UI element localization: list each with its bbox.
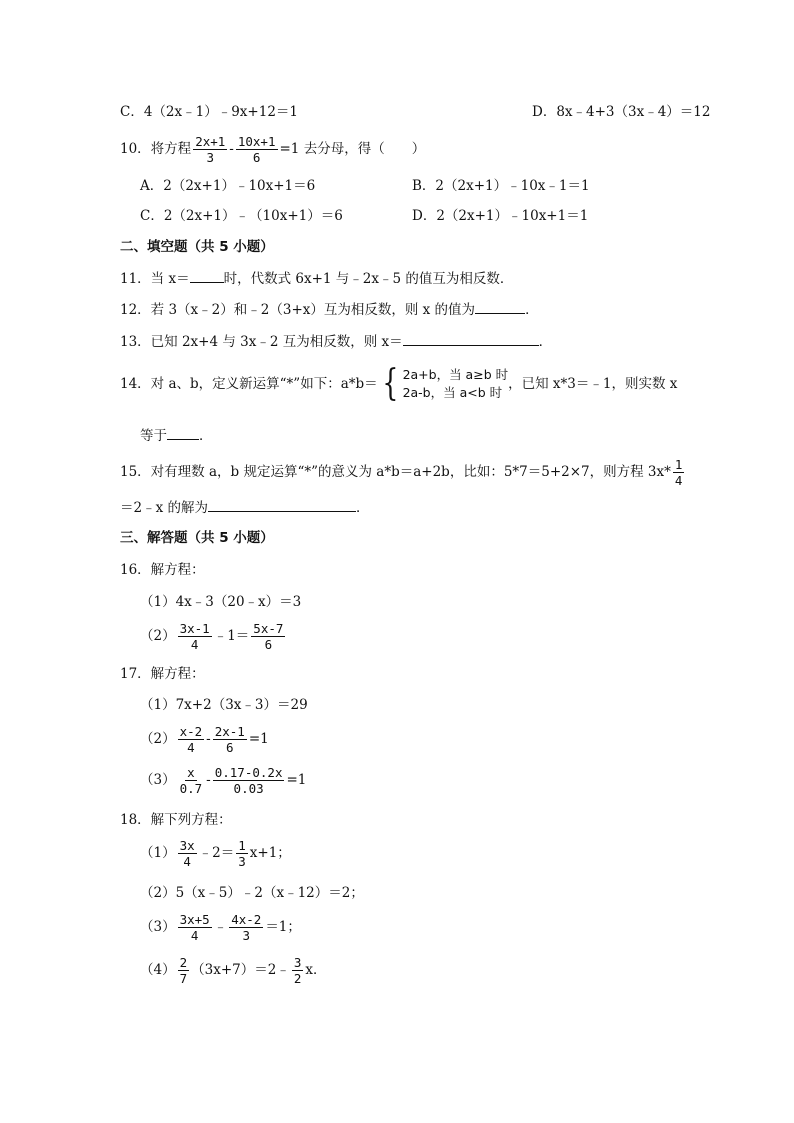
q11-text-pre: 11．当 x＝ xyxy=(120,271,190,287)
q13-text-pre: 13．已知 2x+4 与 3x﹣2 互为相反数，则 x＝ xyxy=(120,334,403,350)
q11 xyxy=(120,268,513,289)
q18-part-4 xyxy=(140,955,326,986)
q18-title: 18．解下列方程： xyxy=(120,812,232,828)
q10-stem xyxy=(120,134,425,165)
q17-p3-mid: - xyxy=(206,772,211,788)
q16-p2-fraction-1: $\frac{3x-1}{4}$ xyxy=(179,621,210,652)
q17-p3-fraction-2: $\frac{0.17-0.2x}{0.03}$ xyxy=(214,765,283,796)
q16-part-1: （1）4x﹣3（20﹣x）＝3 xyxy=(140,594,302,610)
q15-fraction: $\frac{1}{4}$ xyxy=(674,457,683,488)
q17-part-3 xyxy=(140,765,306,796)
section-solve-title: 三、解答题（共 5 小题） xyxy=(120,530,274,546)
q17-p3-post: =1 xyxy=(286,772,307,788)
q18-part-1 xyxy=(140,838,291,869)
q14-text-pre: 14．对 a、b，定义新运算“*”如下：a*b＝ xyxy=(120,376,378,392)
q15-answer-blank xyxy=(208,497,356,512)
q10-options-row-2 xyxy=(140,206,589,226)
q17-p2-mid: - xyxy=(206,731,211,747)
q14-line2 xyxy=(140,425,213,446)
q13 xyxy=(120,331,552,352)
q17-part-2 xyxy=(140,724,269,755)
q10-option-a: A．2（2x+1）﹣10x+1＝6 xyxy=(140,178,316,194)
q10-option-d: D．2（2x+1）﹣10x+1＝1 xyxy=(412,208,589,224)
q18-p4-fraction-2: $\frac{3}{2}$ xyxy=(293,955,302,986)
q10-option-b: B．2（2x+1）﹣10x﹣1＝1 xyxy=(412,178,590,194)
q18-p3-fraction-1: $\frac{3x+5}{4}$ xyxy=(179,912,210,943)
q18-p3-fraction-2: $\frac{4x-2}{3}$ xyxy=(231,912,262,943)
q17-p2-label: （2） xyxy=(140,731,176,747)
q18-p1-fraction-1: $\frac{3x}{4}$ xyxy=(179,838,195,869)
q18-p1-fraction-2: $\frac{1}{3}$ xyxy=(238,838,246,869)
left-brace: { xyxy=(382,363,399,404)
q14-line1 xyxy=(120,363,678,404)
q15-line2-pre: ＝2﹣x 的解为 xyxy=(120,500,208,516)
q17-part-1: （1）7x+2（3x﹣3）＝29 xyxy=(140,697,308,713)
q17-title: 17．解方程： xyxy=(120,666,205,682)
q15-line2 xyxy=(120,497,370,518)
q18-p1-post: x+1； xyxy=(249,845,291,861)
q12-text-pre: 12．若 3（x﹣2）和﹣2（3+x）互为相反数，则 x 的值为 xyxy=(120,302,476,318)
q18-p3-label: （3） xyxy=(140,919,176,935)
q18-part-3 xyxy=(140,912,301,943)
q18-p1-mid: ﹣2＝ xyxy=(198,845,235,861)
q14-cases xyxy=(403,366,509,402)
q12 xyxy=(120,299,539,320)
q17-p2-fraction-2: $\frac{2x-1}{6}$ xyxy=(214,724,245,755)
section-fill-blank-title: 二、填空题（共 5 小题） xyxy=(120,239,274,255)
q10-minus: - xyxy=(229,141,234,157)
q17-p2-fraction-1: $\frac{x-2}{4}$ xyxy=(179,724,203,755)
q10-options-row-1 xyxy=(140,176,590,196)
q10-fraction-2: $\frac{10x+1}{6}$ xyxy=(237,134,276,165)
q14-case-2: 2a-b，当 a<b 时 xyxy=(402,385,503,400)
q14-line2-pre: 等于 xyxy=(140,428,167,444)
q12-answer-blank xyxy=(475,299,525,314)
q16-p2-fraction-2: $\frac{5x-7}{6}$ xyxy=(253,621,284,652)
q17-p2-post: =1 xyxy=(248,731,269,747)
q14-text-post: ，已知 x*3＝﹣1，则实数 x xyxy=(508,376,678,392)
q10-fraction-1: $\frac{2x+1}{3}$ xyxy=(195,134,226,165)
q16-p2-mid: ﹣1＝ xyxy=(213,628,250,644)
q13-text-post: ． xyxy=(538,334,553,350)
q12-text-post: ． xyxy=(525,302,539,318)
q14-answer-blank xyxy=(167,425,199,440)
q18-p3-mid: ﹣ xyxy=(213,919,228,935)
q14-line2-post: ． xyxy=(199,428,213,444)
q9-option-d: D．8x﹣4+3（3x﹣4）＝12 xyxy=(532,104,711,120)
q10-prefix: 10．将方程 xyxy=(120,141,192,157)
q18-p4-label: （4） xyxy=(140,962,176,978)
q18-part-2: （2）5（x﹣5）﹣2（x﹣12）＝2； xyxy=(140,885,364,901)
q17-p3-label: （3） xyxy=(140,772,176,788)
q18-p1-label: （1） xyxy=(140,845,176,861)
q16-p2-label: （2） xyxy=(140,628,176,644)
q9-options-row xyxy=(120,102,711,122)
q13-answer-blank xyxy=(403,331,539,346)
q9-option-c: C．4（2x﹣1）﹣9x+12＝1 xyxy=(120,104,298,120)
q14 xyxy=(120,363,678,404)
q10-option-c: C．2（2x+1）﹣（10x+1）＝6 xyxy=(140,208,343,224)
q18-p3-post: ＝1； xyxy=(265,919,301,935)
q11-text-post: 时，代数式 6x+1 与﹣2x﹣5 的值互为相反数． xyxy=(223,271,514,287)
q15-text-pre: 15．对有理数 a，b 规定运算“*”的意义为 a*b＝a+2b，比如：5*7＝5+2×7，则方程 3x* xyxy=(120,464,671,480)
q15 xyxy=(120,457,686,488)
q18-p4-fraction-1: $\frac{2}{7}$ xyxy=(179,955,188,986)
q15-line2-post: ． xyxy=(356,500,370,516)
q18-p4-post: x． xyxy=(305,962,327,978)
q10-suffix: =1 去分母，得（ ） xyxy=(279,141,426,157)
q17-p3-fraction-1: $\frac{x}{0.7}$ xyxy=(179,765,203,796)
q14-case-1: 2a+b，当 a≥b 时 xyxy=(402,367,509,382)
q16-title: 16．解方程： xyxy=(120,562,205,578)
q18-p4-mid: （3x+7）＝2﹣ xyxy=(191,962,290,978)
q11-answer-blank xyxy=(190,268,224,283)
q16-part-2 xyxy=(140,621,287,652)
